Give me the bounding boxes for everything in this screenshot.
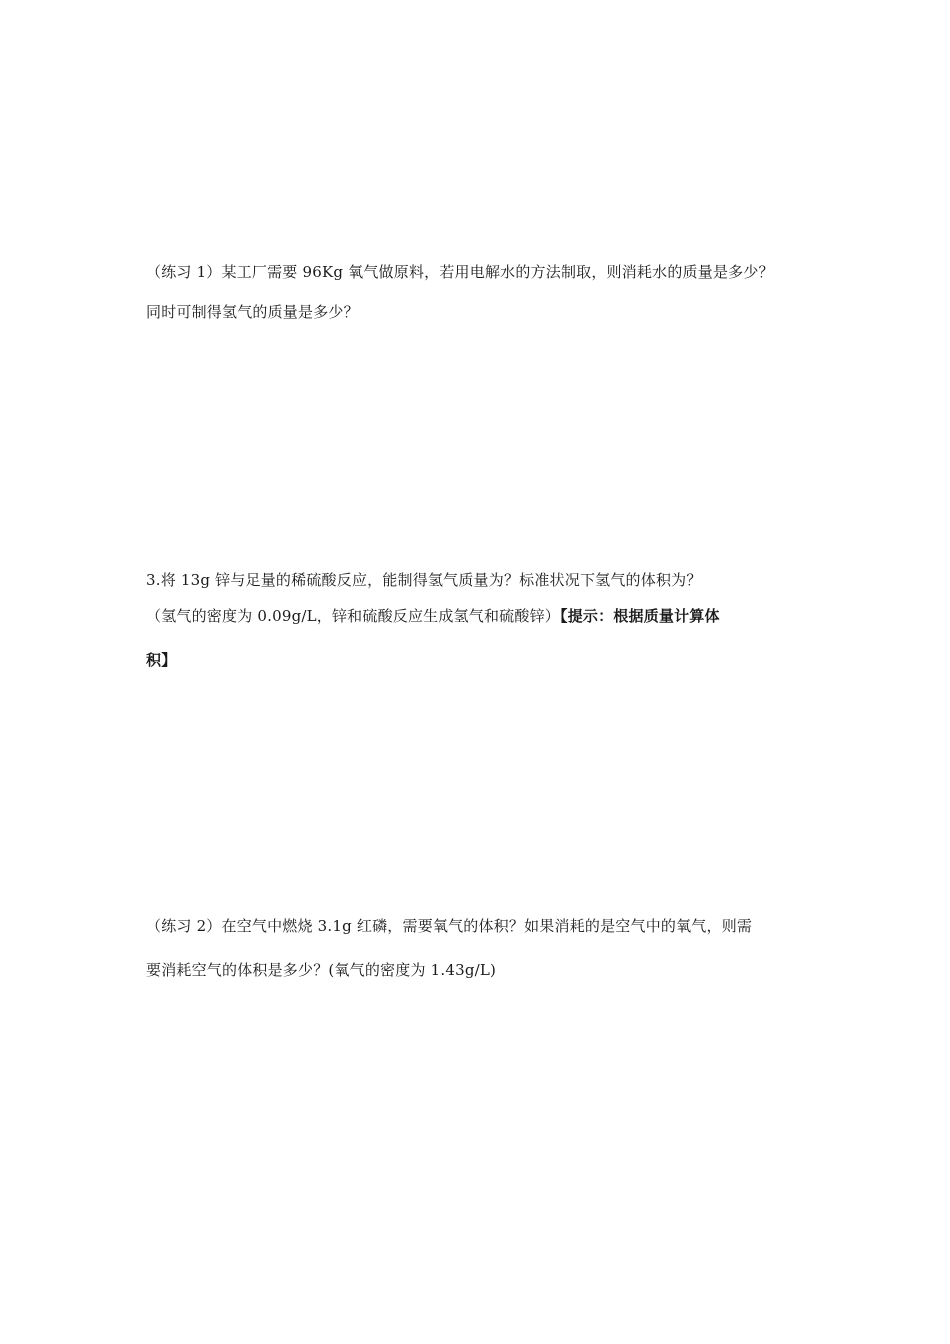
exercise2-line1: （练习 2）在空气中燃烧 3.1g 红磷，需要氧气的体积？如果消耗的是空气中的氧气，则需 [146,917,753,935]
exercise2-line2: 要消耗空气的体积是多少？(氧气的密度为 1.43g/L) [146,961,497,979]
question3-line2 [146,606,720,626]
exercise1-line2: 同时可制得氢气的质量是多少？ [146,303,359,321]
question3-density-note: （氢气的密度为 0.09g/L，锌和硫酸反应生成氢气和硫酸锌） [146,607,560,625]
exercise1-line1: （练习 1）某工厂需要 96Kg 氧气做原料，若用电解水的方法制取，则消耗水的质量是多少？ [146,263,774,281]
question3-line1: 3.将 13g 锌与足量的稀硫酸反应，能制得氢气质量为？标准状况下氢气的体积为？ [146,571,702,589]
question3-hint-continued: 积】 [146,651,177,669]
question3-hint: 【提示：根据质量计算体 [560,607,720,625]
